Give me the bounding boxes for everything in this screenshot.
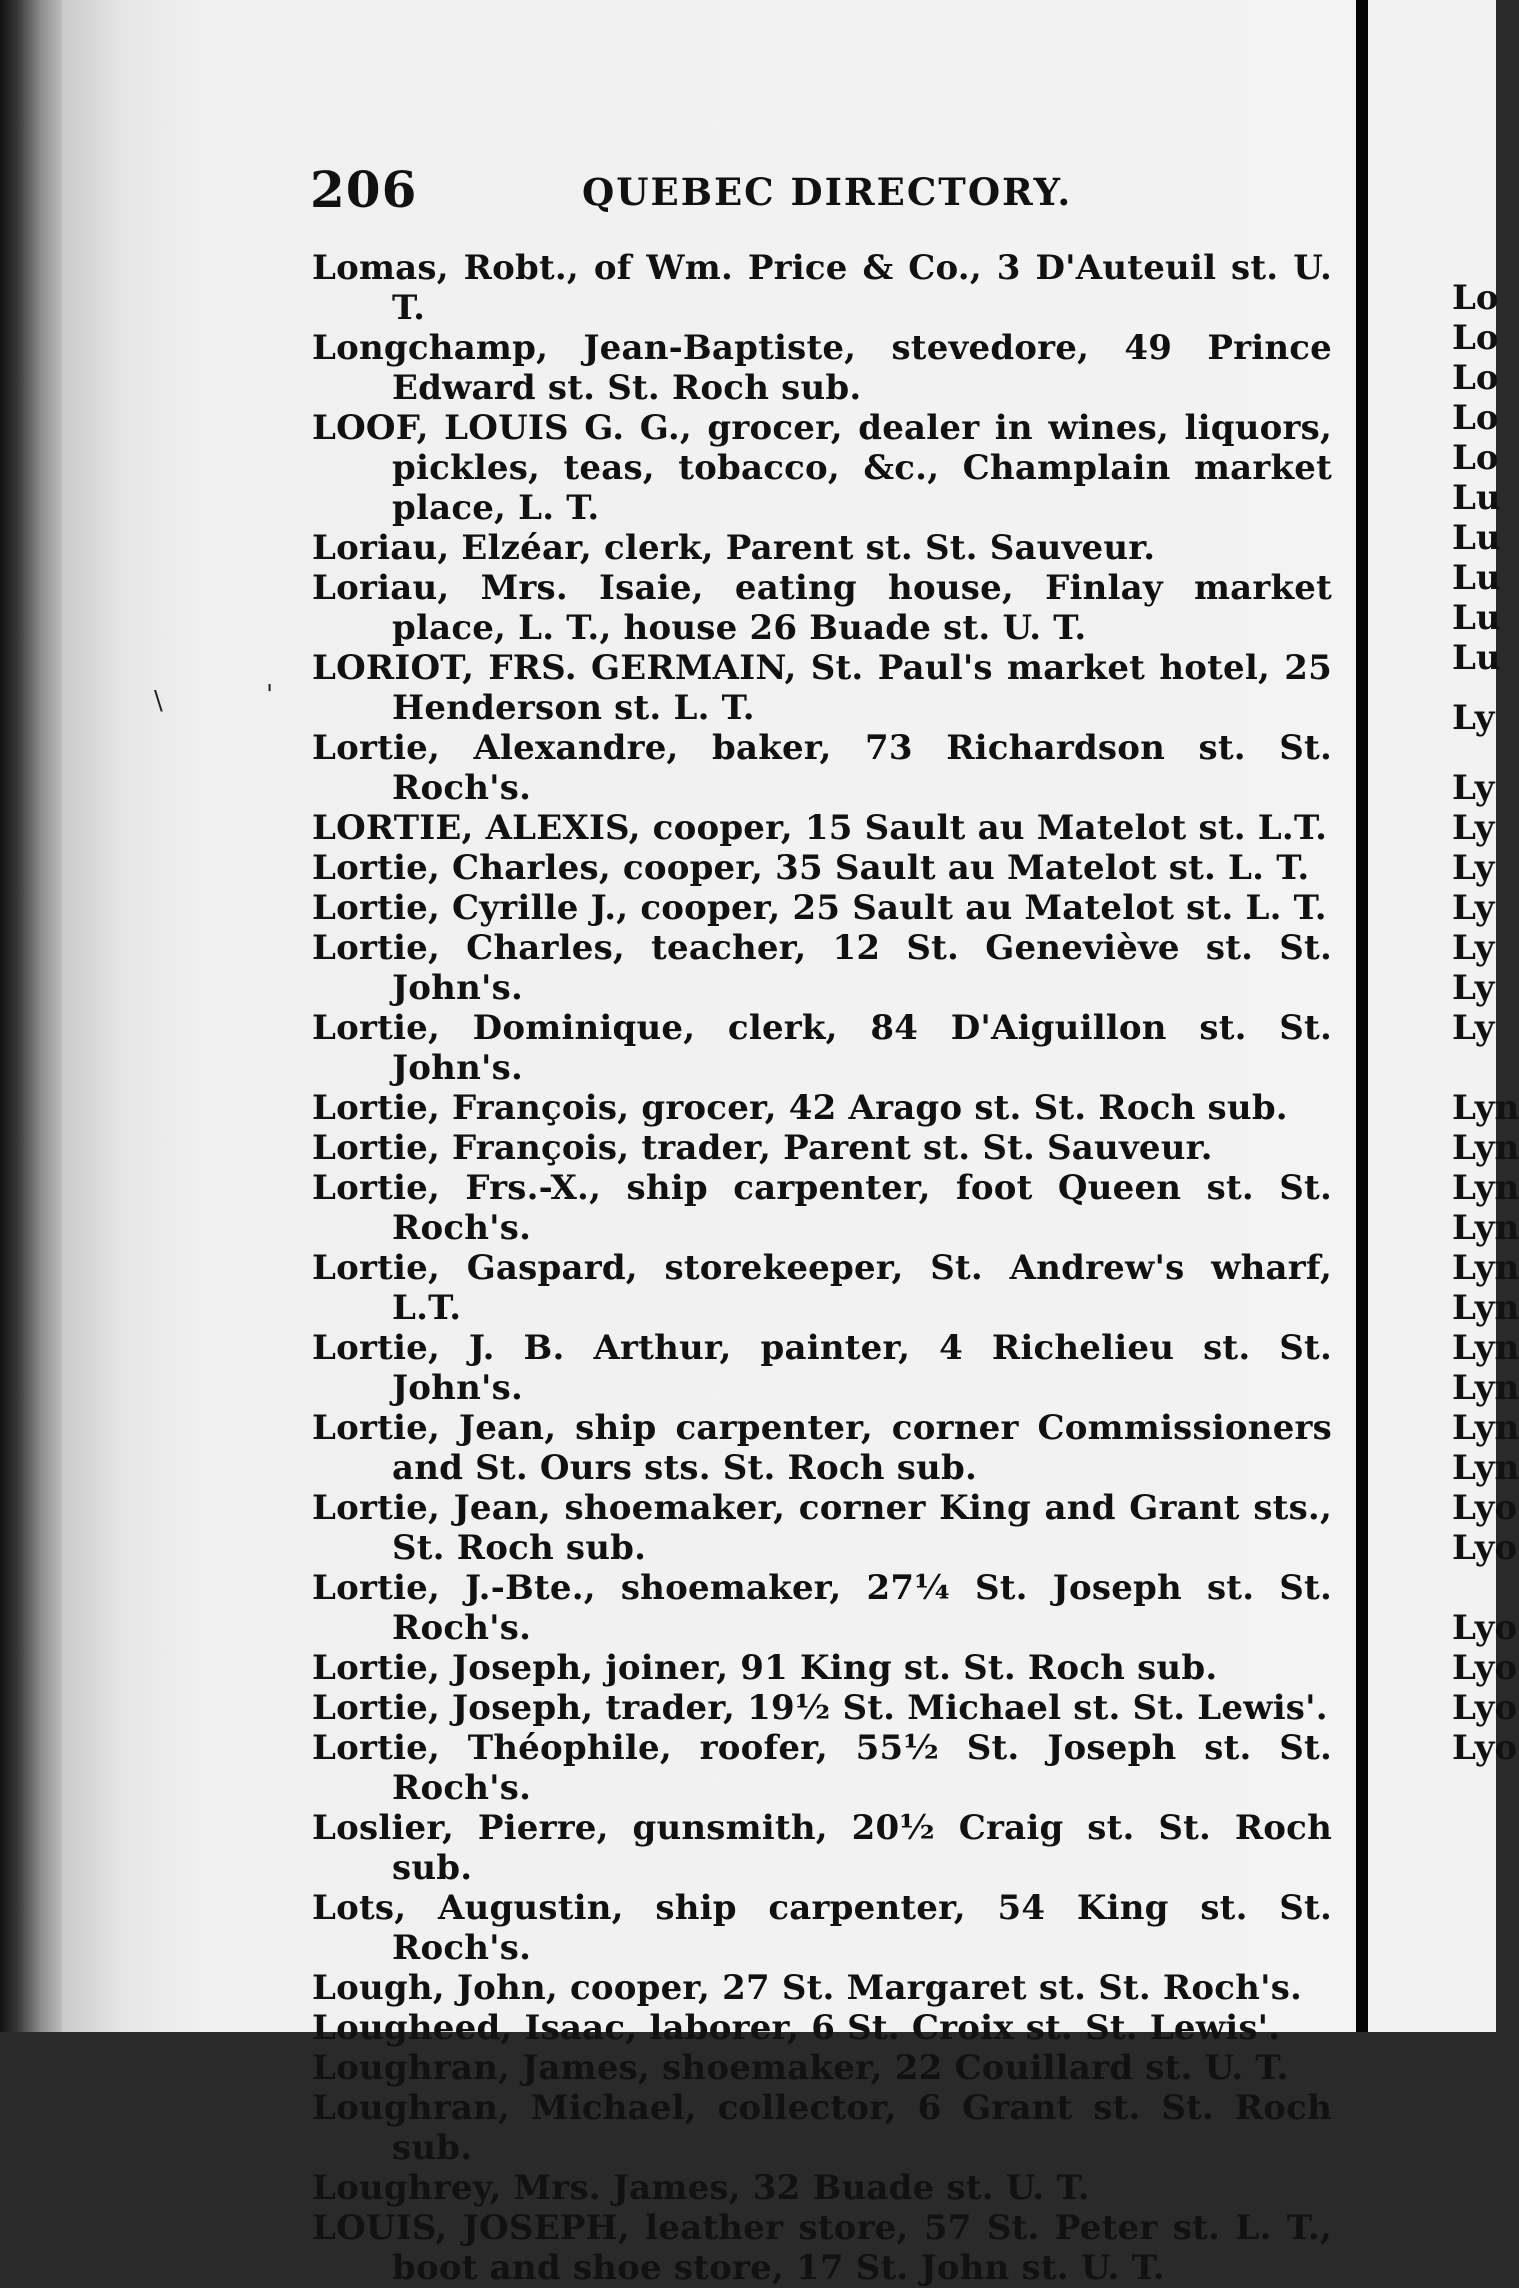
adjacent-fragment: Lu xyxy=(1452,518,1501,558)
adjacent-fragment: Lyo xyxy=(1452,1728,1518,1768)
adjacent-fragment: Ly xyxy=(1452,698,1495,738)
adjacent-fragment: Ly xyxy=(1452,968,1495,1008)
directory-entry: Longchamp, Jean-Baptiste, stevedore, 49 Prince Edward st. St. Roch sub. xyxy=(312,328,1332,408)
directory-entry: Loughran, James, shoemaker, 22 Couillard st. U. T. xyxy=(312,2048,1289,2088)
adjacent-fragment: Lo xyxy=(1452,438,1499,478)
directory-page xyxy=(62,0,1356,2288)
directory-entry: Lomas, Robt., of Wm. Price & Co., 3 D'Auteuil st. U. T. xyxy=(312,248,1332,328)
adjacent-fragment: Lyo xyxy=(1452,1528,1518,1568)
adjacent-fragment: Lyn xyxy=(1452,1128,1519,1168)
adjacent-fragment: Ly xyxy=(1452,1008,1495,1048)
adjacent-fragment: Lu xyxy=(1452,558,1501,598)
directory-entry: Lougheed, Isaac, laborer, 6 St. Croix st. St. Lewis'. xyxy=(312,2008,1281,2048)
directory-entry: Lortie, J. B. Arthur, painter, 4 Richelieu st. St. John's. xyxy=(312,1328,1332,1408)
directory-entry: Lough, John, cooper, 27 St. Margaret st. St. Roch's. xyxy=(312,1968,1303,2008)
adjacent-fragment: Lyn xyxy=(1452,1168,1519,1208)
adjacent-fragment: Ly xyxy=(1452,808,1495,848)
directory-entry: Lortie, Dominique, clerk, 84 D'Aiguillon st. St. John's. xyxy=(312,1008,1332,1088)
adjacent-fragment: Lu xyxy=(1452,638,1501,678)
adjacent-fragment: Lyo xyxy=(1452,1488,1518,1528)
directory-entry: Lortie, Alexandre, baker, 73 Richardson st. St. Roch's. xyxy=(312,728,1332,808)
directory-entry: LOOF, LOUIS G. G., grocer, dealer in wines, liquors, pickles, teas, tobacco, &c., Champlain market place, L. T. xyxy=(312,408,1332,528)
ink-speck: \ xyxy=(154,686,163,716)
directory-entry: Lots, Augustin, ship carpenter, 54 King st. St. Roch's. xyxy=(312,1888,1332,1968)
adjacent-fragment: Lyo xyxy=(1452,1648,1518,1688)
directory-entry: LOUIS, JOSEPH, leather store, 57 St. Peter st. L. T., boot and shoe store, 17 St. John st. U. T. xyxy=(312,2208,1332,2288)
adjacent-fragment: Ly xyxy=(1452,888,1495,928)
directory-entry: Lortie, Gaspard, storekeeper, St. Andrew's wharf, L.T. xyxy=(312,1248,1332,1328)
page-header xyxy=(62,160,1356,220)
adjacent-fragment: Lo xyxy=(1452,318,1499,358)
directory-entry: Lortie, Jean, shoemaker, corner King and Grant sts., St. Roch sub. xyxy=(312,1488,1332,1568)
directory-entry: Loriau, Mrs. Isaie, eating house, Finlay market place, L. T., house 26 Buade st. U. T. xyxy=(312,568,1332,648)
directory-entry: Lortie, Théophile, roofer, 55½ St. Joseph st. St. Roch's. xyxy=(312,1728,1332,1808)
adjacent-fragment: Ly xyxy=(1452,848,1495,888)
adjacent-fragment: Lyn xyxy=(1452,1288,1519,1328)
book-spine-shadow xyxy=(0,0,62,2032)
directory-entry: Lortie, Frs.-X., ship carpenter, foot Queen st. St. Roch's. xyxy=(312,1168,1332,1248)
running-head: QUEBEC DIRECTORY. xyxy=(582,170,1073,214)
adjacent-fragment: Ly xyxy=(1452,768,1495,808)
directory-entry: Lortie, François, trader, Parent st. St. Sauveur. xyxy=(312,1128,1213,1168)
directory-entry: Lortie, Charles, teacher, 12 St. Geneviève st. St. John's. xyxy=(312,928,1332,1008)
directory-entry: Loughrey, Mrs. James, 32 Buade st. U. T. xyxy=(312,2168,1090,2208)
directory-entry: Lortie, Cyrille J., cooper, 25 Sault au Matelot st. L. T. xyxy=(312,888,1327,928)
directory-entry: LORTIE, ALEXIS, cooper, 15 Sault au Matelot st. L.T. xyxy=(312,808,1328,848)
adjacent-fragment: Lyn xyxy=(1452,1248,1519,1288)
directory-entry: Lortie, Jean, ship carpenter, corner Commissioners and St. Ours sts. St. Roch sub. xyxy=(312,1408,1332,1488)
directory-entry: Lortie, J.-Bte., shoemaker, 27¼ St. Joseph st. St. Roch's. xyxy=(312,1568,1332,1648)
adjacent-fragment: Lo xyxy=(1452,398,1499,438)
adjacent-fragment: Lo xyxy=(1452,278,1499,318)
page-number: 206 xyxy=(310,160,418,219)
directory-entries xyxy=(312,248,1332,2288)
adjacent-fragment: Lyn xyxy=(1452,1088,1519,1128)
adjacent-fragment: Lu xyxy=(1452,478,1501,518)
adjacent-fragment: Lyn xyxy=(1452,1208,1519,1248)
directory-entry: Loslier, Pierre, gunsmith, 20½ Craig st. St. Roch sub. xyxy=(312,1808,1332,1888)
adjacent-fragment: Lyn xyxy=(1452,1448,1519,1488)
adjacent-fragment: Lo xyxy=(1452,358,1499,398)
adjacent-fragment: Ly xyxy=(1452,928,1495,968)
directory-entry: LORIOT, FRS. GERMAIN, St. Paul's market hotel, 25 Henderson st. L. T. xyxy=(312,648,1332,728)
gutter-divider xyxy=(1356,0,1368,2032)
adjacent-fragment: Lyo xyxy=(1452,1688,1518,1728)
directory-entry: Loriau, Elzéar, clerk, Parent st. St. Sauveur. xyxy=(312,528,1156,568)
directory-entry: Lortie, Charles, cooper, 35 Sault au Matelot st. L. T. xyxy=(312,848,1310,888)
adjacent-fragment: Lyn xyxy=(1452,1328,1519,1368)
directory-entry: Lortie, Joseph, joiner, 91 King st. St. Roch sub. xyxy=(312,1648,1218,1688)
ink-speck: ' xyxy=(266,680,274,710)
adjacent-fragment: Lu xyxy=(1452,598,1501,638)
directory-entry: Lortie, François, grocer, 42 Arago st. St. Roch sub. xyxy=(312,1088,1288,1128)
adjacent-fragment: Lyo xyxy=(1452,1608,1518,1648)
directory-entry: Loughran, Michael, collector, 6 Grant st. St. Roch sub. xyxy=(312,2088,1332,2168)
directory-entry: Lortie, Joseph, trader, 19½ St. Michael st. St. Lewis'. xyxy=(312,1688,1328,1728)
adjacent-fragment: Lyn xyxy=(1452,1408,1519,1448)
adjacent-fragment: Lyn xyxy=(1452,1368,1519,1408)
